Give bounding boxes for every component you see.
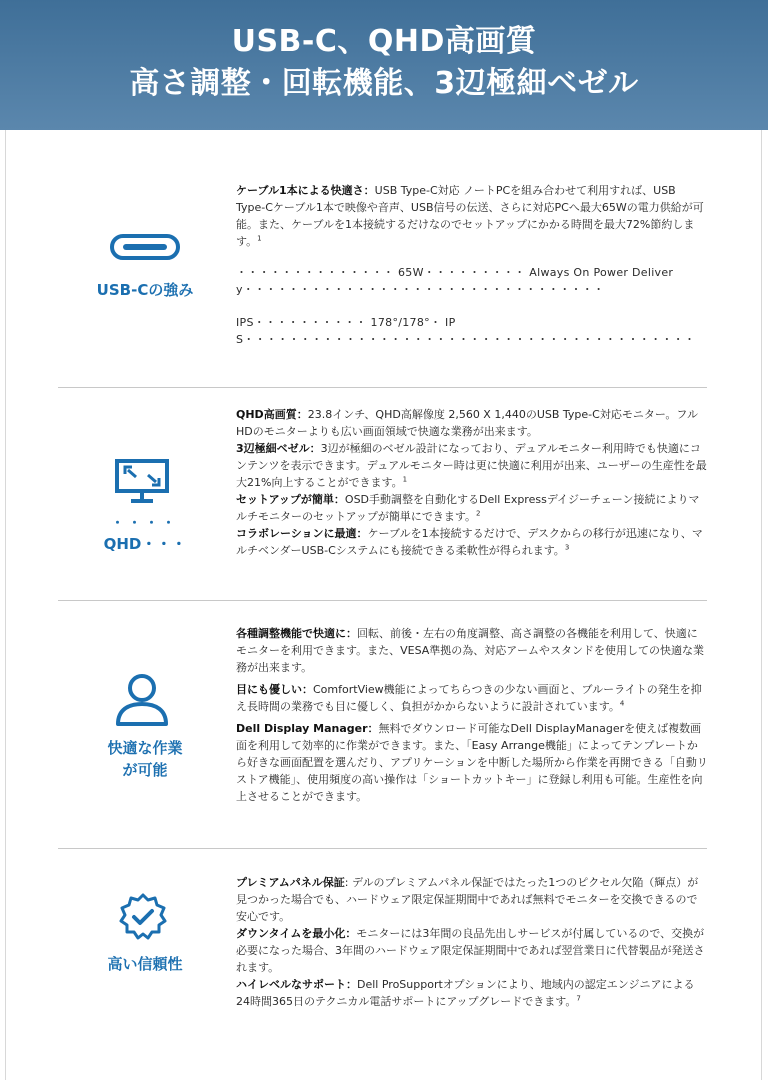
paragraph	[236, 625, 708, 676]
paragraph-label: セットアップが簡単：	[236, 493, 345, 506]
spec-line-power: ・・・・・・・・・・・・・・ 65W・・・・・・・・・ Always On Power Delivery・・・・・・・・・・・・・・・・・・・・・・・・・・・・・・・・	[236, 266, 674, 296]
paragraph	[236, 491, 708, 525]
usb-c-port-icon	[110, 234, 180, 264]
page-title-line1: USB-C、QHD高画質	[231, 24, 537, 59]
footnote-ref: 1	[257, 234, 262, 243]
paragraph-label: コラボレーションに最適：	[236, 527, 368, 540]
paragraph-label: ダウンタイムを最小化：	[236, 927, 357, 940]
paragraph-body: 3辺が極細のベゼル設計になっており、デュアルモニター利用時でも快適にコンテンツを表示できます。デュアルモニター時は更に快適に利用が出来、ユーザーの生産性を最大21%向上することができます。	[236, 442, 707, 489]
paragraph	[236, 406, 708, 440]
frame-border-right	[761, 130, 762, 1080]
paragraph	[236, 976, 708, 1010]
footnote-ref: 3	[564, 543, 570, 552]
paragraph-body: USB Type-C対応 ノートPCを組み合わせて利用すれば、USB Type-Cケーブル1本で映像や音声、USB信号の伝送、さらに対応PCへ最大65Wの電力供給が可能。また、ケーブルを1本接続するだけなのでセットアップにかかる時間を最大72%節約します。	[236, 184, 704, 248]
paragraph-body: Dell ProSupportオプションにより、地域内の認定エンジニアによる24時間365日のテクニカル電話サポートにアップグレードできます。	[236, 978, 695, 1008]
paragraph	[236, 720, 708, 805]
frame-border-left	[5, 130, 6, 1080]
section-title-dots: ・・・・	[110, 516, 179, 531]
paragraph-body: : デルのプレミアムパネル保証ではたった1つのピクセル欠陥（輝点）が見つかった場合でも、ハードウェア限定保証期間中であれば無料でモニターを交換できるので安心です。	[236, 876, 699, 923]
section-title-qhd: QHD・・・	[103, 535, 187, 553]
section-title-reliability: 高い信頼性	[107, 955, 183, 973]
section-title-comfort-2: が可能	[122, 761, 168, 779]
section-text-comfort	[236, 625, 708, 805]
footnote-ref: 2	[476, 509, 481, 518]
paragraph-body: OSD手動調整を自動化するDell Expressデイジーチェーン接続によりマルチモニターのセットアップが簡単にできます。	[236, 493, 700, 523]
paragraph-label: ケーブル1本による快適さ：	[236, 184, 375, 197]
section-text-reliability	[236, 874, 708, 1010]
section-divider	[58, 848, 707, 849]
paragraph-label: 各種調整機能で快適に：	[236, 627, 357, 640]
paragraph-label: QHD高画質：	[236, 408, 308, 421]
paragraph-body: ケーブルを1本接続するだけで、デスクからの移行が迅速になり、マルチベンダーUSB-Cシステムにも接続できる柔軟性が得られます。	[236, 527, 703, 557]
footnote-ref: 7	[576, 994, 581, 1003]
header-banner	[0, 0, 768, 130]
page-title-line2: 高さ調整・回転機能、3辺極細ベゼル	[129, 66, 639, 101]
verified-badge-icon	[118, 892, 168, 946]
footnote-ref: 4	[619, 699, 625, 708]
paragraph-label: プレミアムパネル保証	[236, 876, 345, 889]
paragraph-body: ComfortView機能によってちらつきの少ない画面と、ブルーライトの発生を抑え長時間の業務でも目に優しく、負担がかからないように設計されています。	[236, 683, 702, 713]
paragraph-body: モニターには3年間の良品先出しサービスが付属しているので、交換が必要になった場合、3年間のハードウェア限定保証期間中であれば翌営業日に代替製品が発送されます。	[236, 927, 705, 974]
paragraph-label: ハイレベルなサポート：	[236, 978, 357, 991]
paragraph-label: 目にも優しい：	[236, 683, 313, 696]
user-person-icon	[114, 672, 170, 732]
spec-line-ips: IPS・・・・・・・・・・ 178°/178°・ IPS・・・・・・・・・・・・・・・・・・・・・・・・・・・・・・・・・・・・・・・・	[236, 316, 696, 346]
section-text-usbc	[236, 182, 708, 348]
section-text-qhd	[236, 406, 708, 559]
paragraph-body: 無料でダウンロード可能なDell DisplayManagerを使えば複数画面を利用して効率的に作業ができます。また、「Easy Arrange機能」によってテンプレートから好きな画面配置を選んだり、アプリケーションを中断した場所から作業を再開できる「自動リストア機能」、使用頻度の高い操作は「ショートカットキー」に登録し利用も可能。生産性を向上させることができます。	[236, 722, 708, 803]
section-divider	[58, 600, 707, 601]
paragraph	[236, 525, 708, 559]
paragraph	[236, 681, 708, 715]
paragraph-label: 3辺極細ベゼル：	[236, 442, 321, 455]
paragraph	[236, 182, 708, 250]
paragraph-body: 23.8インチ、QHD高解像度 2,560 X 1,440のUSB Type-C対応モニター。フルHDのモニターよりも広い画面領域で快適な業務が出来ます。	[236, 408, 698, 438]
section-title-comfort-1: 快適な作業	[107, 739, 183, 757]
paragraph-label: Dell Display Manager：	[236, 722, 379, 735]
paragraph-body: 回転、前後・左右の角度調整、高さ調整の各機能を利用して、快適にモニターを利用できます。また、VESA準拠の為、対応アームやスタンドを使用しての快適な業務が出来ます。	[236, 627, 704, 674]
footnote-ref: 1	[402, 475, 408, 484]
section-title-usbc: USB-Cの強み	[96, 281, 194, 299]
section-divider	[58, 387, 707, 388]
paragraph	[236, 925, 708, 976]
monitor-expand-icon	[114, 458, 170, 508]
paragraph	[236, 874, 708, 925]
paragraph	[236, 440, 708, 491]
